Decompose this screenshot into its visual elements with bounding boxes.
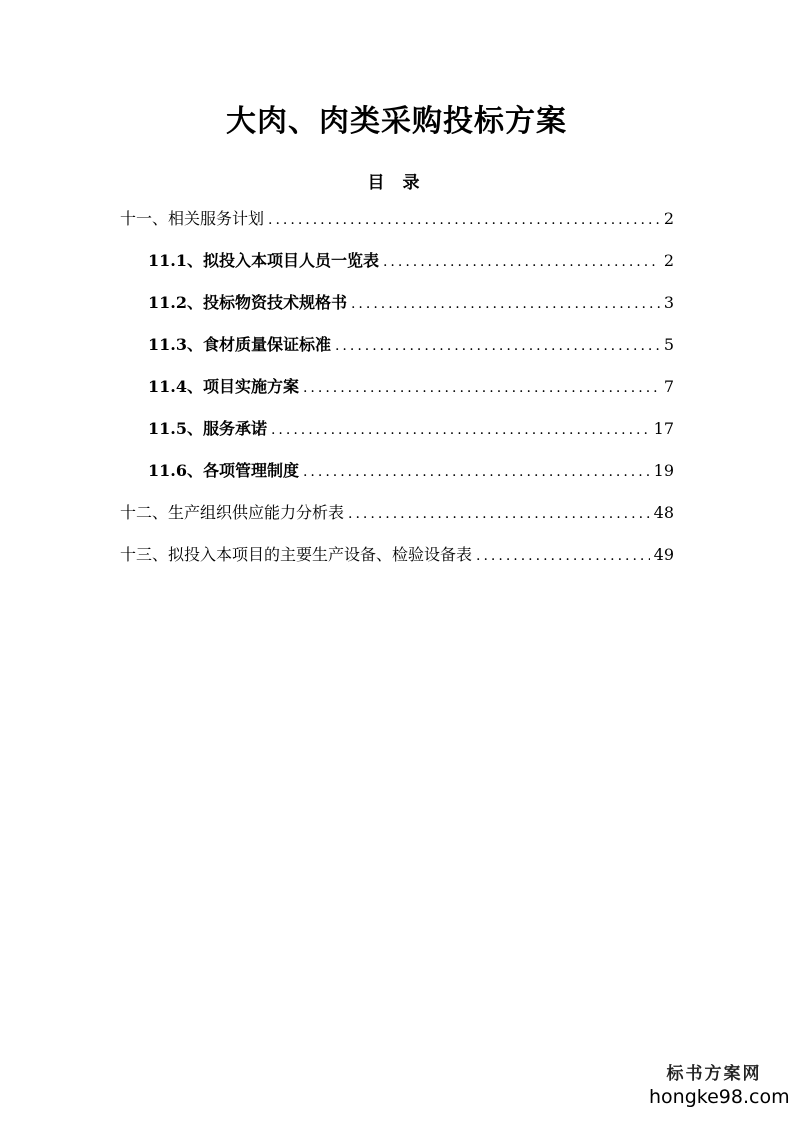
toc-entry[interactable]	[120, 374, 674, 416]
dot-leader	[303, 380, 660, 396]
toc-entry-page: 19	[653, 461, 674, 480]
toc-entry-page: 48	[653, 503, 674, 522]
table-of-contents	[120, 206, 674, 584]
dot-leader	[348, 506, 650, 522]
toc-entry-page: 3	[663, 293, 674, 312]
dot-leader	[268, 212, 660, 228]
toc-heading: 目 录	[367, 173, 426, 193]
toc-entry-label: 11.2、投标物资技术规格书	[148, 293, 347, 312]
document-title: 大肉、肉类采购投标方案	[226, 104, 567, 139]
toc-entry-page: 17	[653, 419, 674, 438]
dot-leader	[476, 548, 650, 564]
toc-entry-label: 11.3、食材质量保证标准	[148, 335, 331, 354]
toc-entry[interactable]	[120, 332, 674, 374]
watermark-site-url: hongke98.com	[649, 1086, 790, 1108]
dot-leader	[303, 464, 650, 480]
site-watermark	[649, 1059, 790, 1108]
toc-entry-page: 49	[653, 545, 674, 564]
dot-leader	[271, 422, 650, 438]
toc-entry-page: 2	[663, 209, 674, 228]
toc-entry-label: 11.6、各项管理制度	[148, 461, 299, 480]
toc-entry-page: 5	[663, 335, 674, 354]
toc-entry[interactable]	[120, 416, 674, 458]
toc-entry[interactable]	[120, 458, 674, 500]
dot-leader	[351, 296, 660, 312]
toc-entry-page: 2	[663, 251, 674, 270]
toc-entry-label: 十二、生产组织供应能力分析表	[120, 503, 345, 522]
toc-entry-label: 11.4、项目实施方案	[148, 377, 299, 396]
toc-entry[interactable]	[120, 206, 674, 248]
dot-leader	[383, 254, 660, 270]
toc-entry[interactable]	[120, 542, 674, 584]
dot-leader	[335, 338, 660, 354]
toc-entry-label: 11.5、服务承诺	[148, 419, 267, 438]
toc-entry-label: 十三、拟投入本项目的主要生产设备、检验设备表	[120, 545, 473, 564]
toc-entry[interactable]	[120, 248, 674, 290]
toc-entry[interactable]	[120, 500, 674, 542]
toc-entry-page: 7	[663, 377, 674, 396]
toc-entry[interactable]	[120, 290, 674, 332]
toc-entry-label: 11.1、拟投入本项目人员一览表	[148, 251, 379, 270]
toc-entry-label: 十一、相关服务计划	[120, 209, 265, 228]
watermark-site-name: 标书方案网	[666, 1064, 762, 1084]
